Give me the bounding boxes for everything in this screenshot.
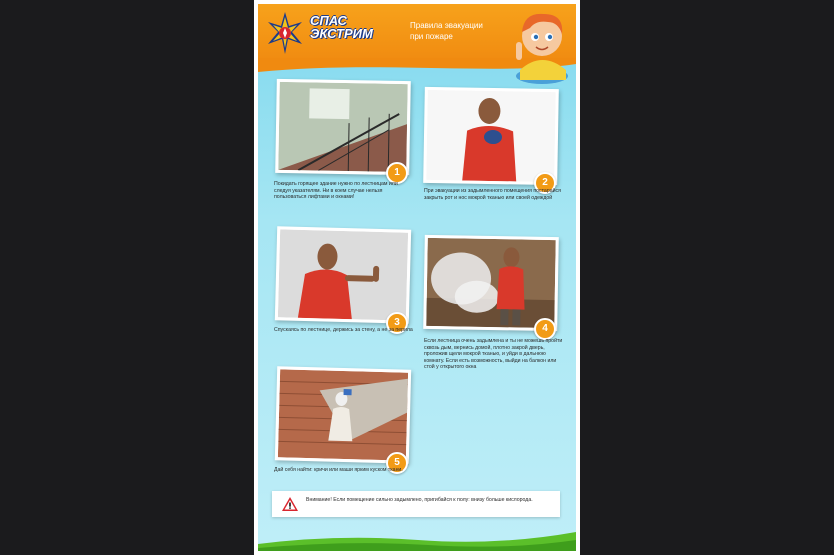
evacuation-poster (258, 4, 576, 551)
warning-triangle-icon (282, 497, 298, 511)
grass-footer-decoration (258, 528, 576, 551)
step-2-photo-card (423, 87, 559, 185)
person-covering-mouth-photo (426, 90, 556, 182)
step-5-caption: Дай себя найти: кричи или маши ярким куском ткани. (274, 467, 403, 473)
kid-mascot-illustration (508, 6, 574, 84)
step-4-badge: 4 (534, 318, 556, 340)
step-2-badge: 2 (534, 172, 556, 194)
step-4-caption: Если лестница очень задымлена и ты не можешь пройти сквозь дым, вернись домой, плотно закрой дверь, проложив щели мокрой тканью, и уйди в дальнюю комнату. Если есть возможность, выйди на балкон или стой у открытого окна (424, 338, 563, 371)
man-touching-wall-photo (278, 229, 408, 320)
brand-line-1: СПАС (310, 13, 347, 28)
step-3-badge: 3 (386, 312, 408, 334)
step-3-photo-card (275, 226, 411, 323)
step-1-badge: 1 (386, 162, 408, 184)
step-1-caption: Покидать горящее здание нужно по лестницам или следуя указателям. Ни в коем случае нельзя пользоваться лифтами и окнами! (274, 181, 398, 201)
step-2-caption: При эвакуации из задымленного помещения постарайся закрыть рот и нос мокрой тканью или своей одеждой (424, 188, 561, 201)
emercom-star-logo-icon (266, 10, 304, 56)
staircase-photo (278, 82, 408, 172)
step-1-photo-card (275, 79, 411, 175)
warning-box (272, 491, 560, 517)
title-line-2: при пожаре (410, 32, 453, 41)
warning-text: Внимание! Если помещение сильно задымлено, пригибайся к полу: внизу больше кислорода. (306, 497, 533, 503)
document-page (254, 0, 580, 555)
step-4-photo-card (423, 235, 559, 331)
step-5-badge: 5 (386, 452, 408, 474)
poster-title (410, 20, 520, 42)
title-line-1: Правила эвакуации (410, 21, 483, 30)
person-on-balcony-photo (278, 369, 408, 460)
step-3-caption: Спускаясь по лестнице, держись за стену, а не за перила (274, 327, 413, 333)
brand-name (310, 14, 390, 40)
brand-line-2: ЭКСТРИМ (310, 26, 373, 41)
smoky-room-photo (426, 238, 556, 328)
step-5-photo-card (275, 366, 411, 463)
